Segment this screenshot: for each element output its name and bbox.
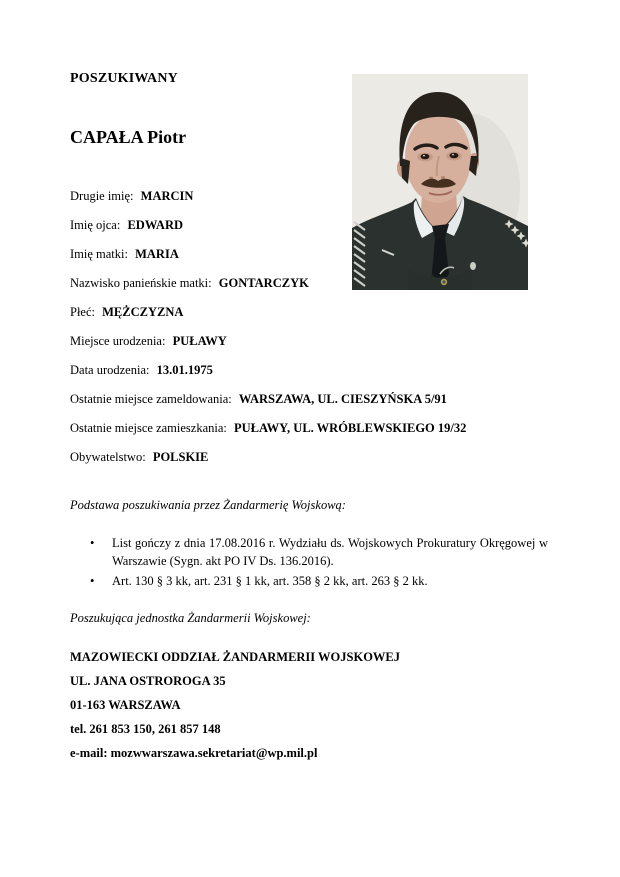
detail-label: Drugie imię:	[70, 189, 134, 203]
wanted-heading: POSZUKIWANY	[70, 71, 178, 86]
search-basis-item	[90, 535, 548, 570]
detail-value: 13.01.1975	[156, 363, 213, 377]
detail-value: MARCIN	[140, 189, 194, 203]
detail-row	[70, 298, 550, 327]
detail-label: Obywatelstwo:	[70, 450, 146, 464]
detail-label: Nazwisko panieńskie matki:	[70, 276, 212, 290]
detail-row	[70, 414, 550, 443]
detail-value: PUŁAWY, UL. WRÓBLEWSKIEGO 19/32	[234, 421, 467, 435]
detail-row	[70, 327, 550, 356]
detail-label: Imię ojca:	[70, 218, 121, 232]
search-basis-list	[90, 535, 548, 591]
detail-value: EDWARD	[127, 218, 184, 232]
detail-label: Ostatnie miejsce zameldowania:	[70, 392, 232, 406]
person-name: CAPAŁA Piotr	[70, 127, 187, 147]
search-basis-item	[90, 573, 548, 591]
detail-label: Płeć:	[70, 305, 95, 319]
detail-row	[70, 182, 550, 211]
detail-value: PUŁAWY	[172, 334, 227, 348]
detail-label: Ostatnie miejsce zamieszkania:	[70, 421, 227, 435]
unit-contact-line: e-mail: mozwwarszawa.sekretariat@wp.mil.pl	[70, 746, 318, 760]
detail-row	[70, 240, 550, 269]
unit-contact-line: 01-163 WARSZAWA	[70, 698, 181, 712]
unit-contact-line: MAZOWIECKI ODDZIAŁ ŻANDARMERII WOJSKOWEJ	[70, 650, 401, 664]
search-basis-text: List gończy z dnia 17.08.2016 r. Wydziału ds. Wojskowych Prokuratury Okręgowej w Warszawie (Sygn. akt PO IV Ds. 136.2016).	[112, 536, 548, 568]
detail-value: MARIA	[135, 247, 179, 261]
detail-value: POLSKIE	[152, 450, 209, 464]
unit-contact-block	[70, 645, 550, 765]
detail-value: GONTARCZYK	[218, 276, 309, 290]
eyes	[421, 154, 430, 160]
bullet-icon: •	[90, 574, 95, 588]
detail-value: WARSZAWA, UL. CIESZYŃSKA 5/91	[238, 392, 447, 406]
unit-contact-line: tel. 261 853 150, 261 857 148	[70, 722, 221, 736]
personal-details	[70, 182, 550, 472]
detail-row	[70, 269, 550, 298]
detail-row	[70, 443, 550, 472]
searching-unit-heading: Poszukująca jednostka Żandarmerii Wojskowej:	[70, 611, 311, 625]
search-basis-heading: Podstawa poszukiwania przez Żandarmerię Wojskową:	[70, 498, 346, 512]
detail-value: MĘŻCZYZNA	[102, 305, 184, 319]
detail-row	[70, 211, 550, 240]
detail-row	[70, 385, 550, 414]
bullet-icon: •	[90, 536, 95, 550]
unit-contact-line: UL. JANA OSTROROGA 35	[70, 674, 226, 688]
detail-label: Imię matki:	[70, 247, 128, 261]
search-basis-text: Art. 130 § 3 kk, art. 231 § 1 kk, art. 358 § 2 kk, art. 263 § 2 kk.	[112, 574, 428, 588]
detail-label: Miejsce urodzenia:	[70, 334, 166, 348]
detail-row	[70, 356, 550, 385]
detail-label: Data urodzenia:	[70, 363, 150, 377]
